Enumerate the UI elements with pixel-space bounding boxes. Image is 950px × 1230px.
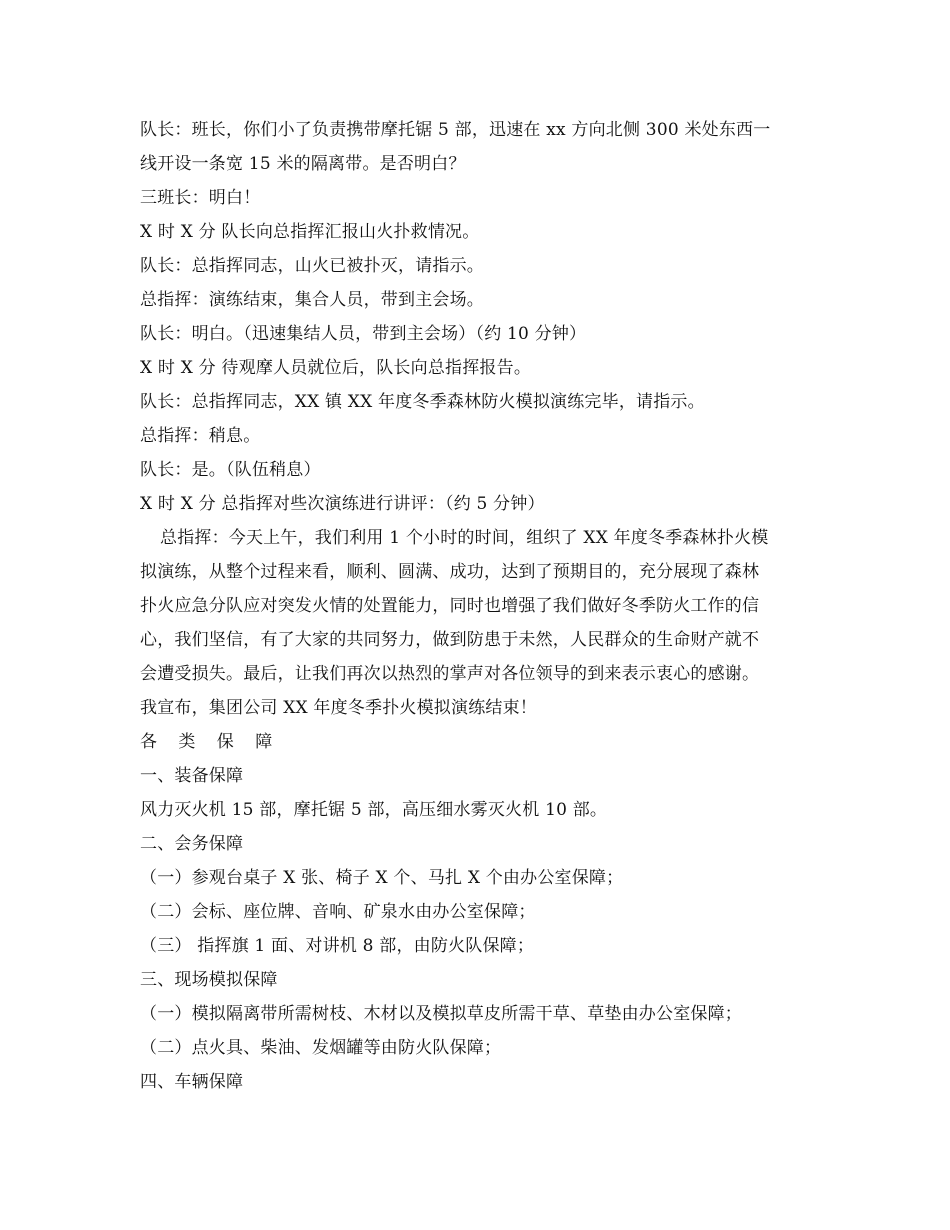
text-line: 总指挥：稍息。 [140, 426, 261, 446]
list-item: （二）会标、座位牌、音响、矿泉水由办公室保障； [140, 902, 536, 922]
subsection-heading: 三、现场模拟保障 [140, 970, 278, 990]
text-line: 三班长：明白！ [140, 188, 261, 208]
text-line: 队长：班长，你们小了负责携带摩托锯 5 部，迅速在 xx 方向北侧 300 米处东西一 [140, 120, 771, 140]
text-line: 我宣布，集团公司 XX 年度冬季扑火模拟演练结束！ [140, 698, 538, 718]
paragraph-first-line: 总指挥：今天上午，我们利用 1 个小时的时间，组织了 XX 年度冬季森林扑火模 [160, 528, 769, 548]
text-line: 队长：是。（队伍稍息） [140, 460, 321, 480]
text-line: 扑火应急分队应对突发火情的处置能力，同时也增强了我们做好冬季防火工作的信 [140, 596, 760, 616]
text-line: 心，我们坚信，有了大家的共同努力，做到防患于未然，人民群众的生命财产就不 [140, 630, 760, 650]
text-line: X 时 X 分 队长向总指挥汇报山火扑救情况。 [140, 222, 480, 242]
list-item: （一）参观台桌子 X 张、椅子 X 个、马扎 X 个由办公室保障； [140, 868, 624, 888]
text-line: 会遭受损失。最后，让我们再次以热烈的掌声对各位领导的到来表示衷心的感谢。 [140, 664, 760, 684]
list-item: （一）模拟隔离带所需树枝、木材以及模拟草皮所需干草、草垫由办公室保障； [140, 1004, 742, 1024]
section-heading: 各 类 保 障 [140, 732, 281, 752]
list-item: （二）点火具、柴油、发烟罐等由防火队保障； [140, 1038, 502, 1058]
list-item: （三） 指挥旗 1 面、对讲机 8 部，由防火队保障； [140, 936, 535, 956]
subsection-heading: 一、装备保障 [140, 766, 244, 786]
text-line: 队长：明白。（迅速集结人员，带到主会场）（约 10 分钟） [140, 324, 587, 344]
text-line: X 时 X 分 总指挥对些次演练进行讲评：（约 5 分钟） [140, 494, 545, 514]
text-line: 总指挥：演练结束，集合人员，带到主会场。 [140, 290, 484, 310]
text-line: 风力灭火机 15 部，摩托锯 5 部，高压细水雾灭火机 10 部。 [140, 800, 608, 820]
subsection-heading: 四、车辆保障 [140, 1072, 244, 1092]
text-line: 拟演练，从整个过程来看，顺利、圆满、成功，达到了预期目的，充分展现了森林 [140, 562, 760, 582]
text-line: X 时 X 分 待观摩人员就位后，队长向总指挥报告。 [140, 358, 532, 378]
text-line: 队长：总指挥同志，山火已被扑灭，请指示。 [140, 256, 484, 276]
text-line: 队长：总指挥同志，XX 镇 XX 年度冬季森林防火模拟演练完毕，请指示。 [140, 392, 705, 412]
subsection-heading: 二、会务保障 [140, 834, 244, 854]
text-line: 线开设一条宽 15 米的隔离带。是否明白？ [140, 154, 466, 174]
